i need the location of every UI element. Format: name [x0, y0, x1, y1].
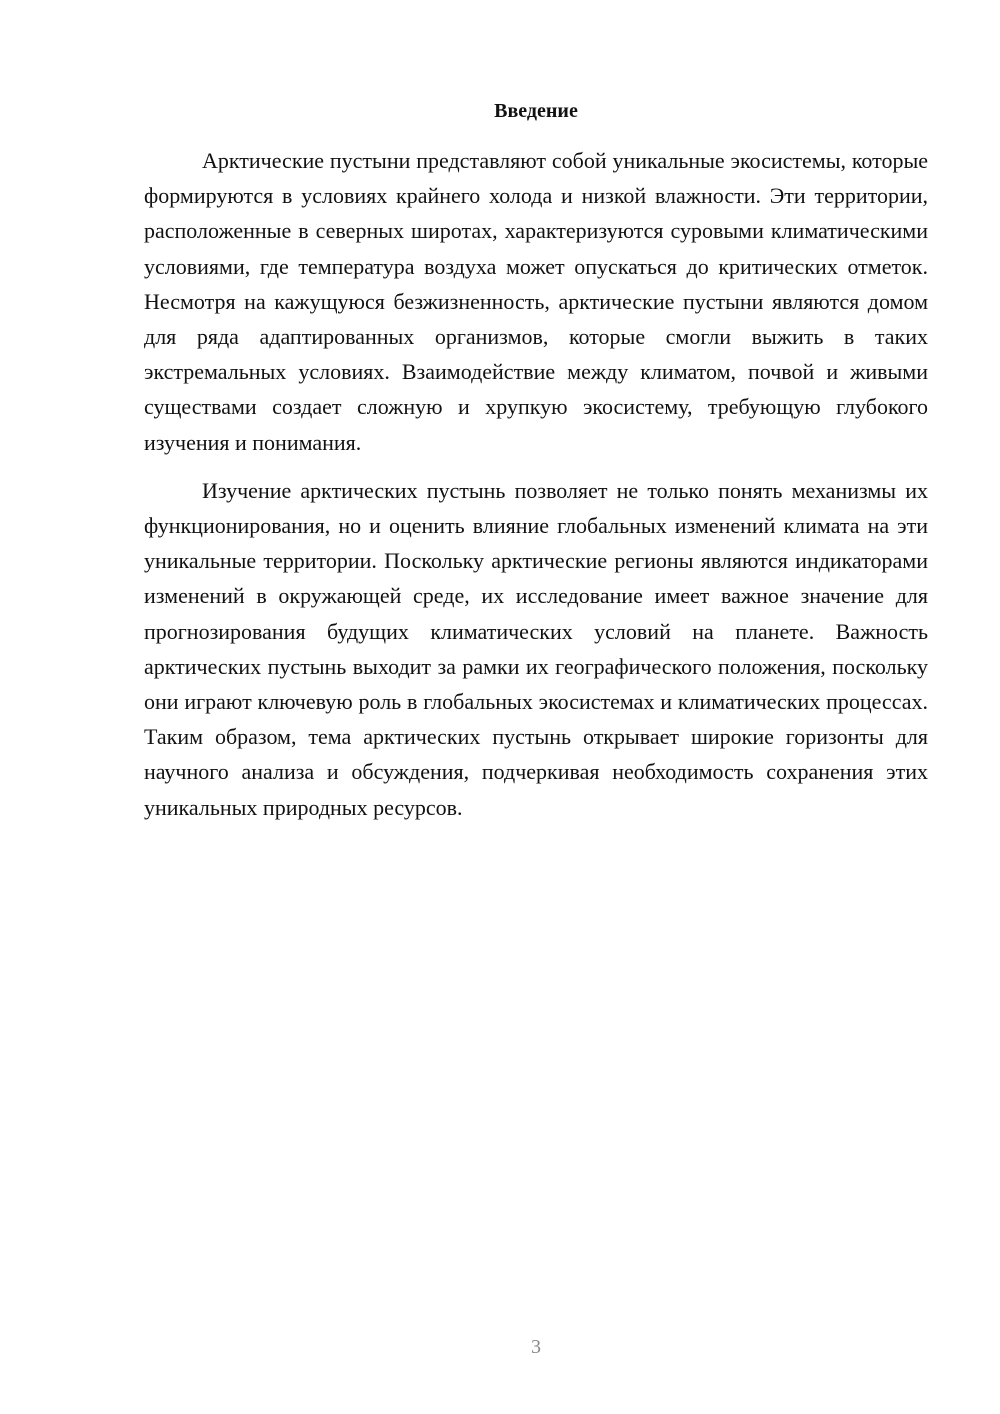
section-heading: Введение — [494, 100, 578, 122]
body-text — [144, 143, 928, 825]
paragraph-study: Изучение арктических пустынь позволяет не только понять механизмы их функционирования, но и оценить влияние глобальных изменений климата на эти уникальные территории. Поскольку арктические регионы являются индикаторами изменений в окружающей среде, их исследование имеет важное значение для прогнозирования будущих климатических условий на планете. Важность арктических пустынь выходит за рамки их географического положения, поскольку они играют ключевую роль в глобальных экосистемах и климатических процессах. Таким образом, тема арктических пустынь открывает широкие горизонты для научного анализа и обсуждения, подчеркивая необходимость сохранения этих уникальных природных ресурсов. — [144, 477, 928, 820]
page-number: 3 — [531, 1336, 541, 1358]
paragraph-intro: Арктические пустыни представляют собой уникальные экосистемы, которые формируются в условиях крайнего холода и низкой влажности. Эти территории, расположенные в северных широтах, характеризуются суровыми климатическими условиями, где температура воздуха может опускаться до критических отметок. Несмотря на кажущуюся безжизненность, арктические пустыни являются домом для ряда адаптированных организмов, которые смогли выжить в таких экстремальных условиях. Взаимодействие между климатом, почвой и живыми существами создает сложную и хрупкую экосистему, требующую глубокого изучения и понимания. — [144, 148, 928, 455]
